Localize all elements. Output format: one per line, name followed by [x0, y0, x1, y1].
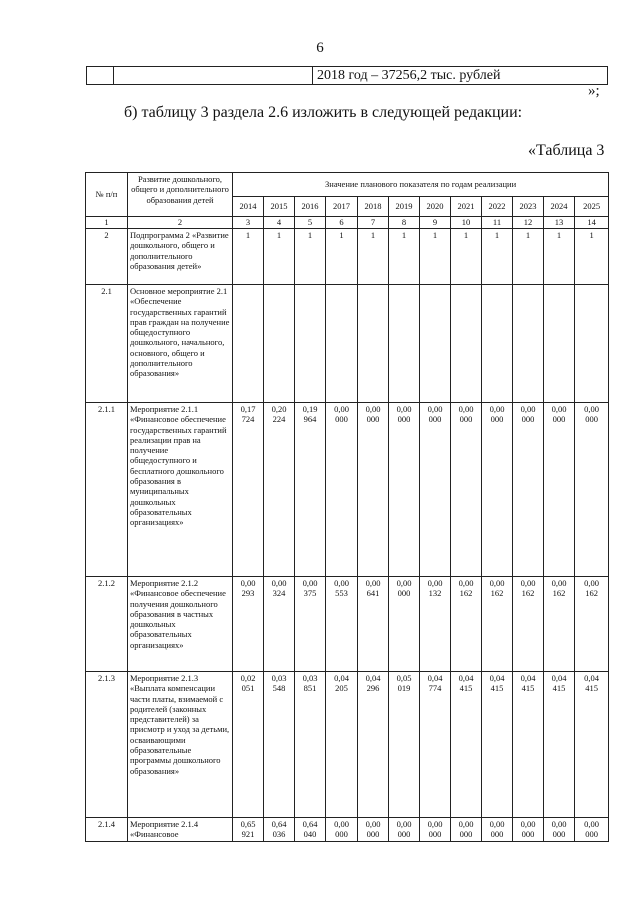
year-cell: 2021 [451, 197, 482, 217]
table-row [86, 577, 609, 672]
value-cell: 1 [451, 229, 482, 285]
row-name: Основное мероприятие 2.1 «Обеспечение государственных гарантий прав граждан на получение общедоступного дошкольного, начального, основного, общего и дополнительного образования» [128, 285, 233, 403]
year-cell: 2016 [295, 197, 326, 217]
value-cell: 0,64 036 [264, 818, 295, 842]
year-cell: 2018 [358, 197, 389, 217]
value-cell: 0,04 415 [575, 672, 609, 818]
table-row [86, 672, 609, 818]
value-cell: 0,00 324 [264, 577, 295, 672]
year-cell: 2015 [264, 197, 295, 217]
table-row [86, 229, 609, 285]
header-num: № п/п [86, 173, 128, 217]
closing-quote: »; [588, 83, 600, 99]
value-cell: 1 [326, 229, 358, 285]
value-cell: 0,00 000 [513, 818, 544, 842]
value-cell: 0,04 205 [326, 672, 358, 818]
value-cell [513, 285, 544, 403]
value-cell [389, 285, 420, 403]
column-number-cell: 11 [482, 217, 513, 229]
value-cell: 1 [513, 229, 544, 285]
row-number: 2.1.1 [86, 403, 128, 577]
value-cell: 0,00 000 [389, 577, 420, 672]
value-cell: 0,00 000 [358, 818, 389, 842]
value-cell: 0,00 000 [358, 403, 389, 577]
value-cell: 0,20 224 [264, 403, 295, 577]
value-cell: 0,65 921 [233, 818, 264, 842]
table-row [86, 285, 609, 403]
row-name: Мероприятие 2.1.1 «Финансовое обеспечение государственных гарантий реализации прав на получение общедоступного и бесплатного дошкольного образования в муниципальных дошкольных образовательных организациях» [128, 403, 233, 577]
year-cell: 2023 [513, 197, 544, 217]
previous-table-row [86, 66, 608, 85]
value-cell: 0,00 162 [544, 577, 575, 672]
value-cell: 0,00 000 [389, 403, 420, 577]
value-cell: 0,19 964 [295, 403, 326, 577]
value-cell: 0,00 000 [420, 403, 451, 577]
value-cell: 0,00 000 [451, 818, 482, 842]
value-cell: 1 [358, 229, 389, 285]
value-cell: 0,00 641 [358, 577, 389, 672]
column-number-cell: 10 [451, 217, 482, 229]
value-cell: 1 [264, 229, 295, 285]
row-number: 2.1 [86, 285, 128, 403]
value-cell: 0,00 000 [544, 818, 575, 842]
column-numbers-row [86, 217, 609, 229]
header-name: Развитие дошкольного, общего и дополнительного образования детей [128, 173, 233, 217]
value-cell: 0,00 000 [513, 403, 544, 577]
value-cell: 0,00 162 [482, 577, 513, 672]
column-number-cell: 3 [233, 217, 264, 229]
value-cell: 0,04 415 [544, 672, 575, 818]
column-number-cell: 7 [358, 217, 389, 229]
year-cell: 2019 [389, 197, 420, 217]
value-cell [482, 285, 513, 403]
year-cell: 2020 [420, 197, 451, 217]
value-cell: 0,00 000 [326, 818, 358, 842]
header-values: Значение планового показателя по годам реализации [233, 173, 609, 197]
value-cell: 0,00 000 [575, 818, 609, 842]
table-row [86, 403, 609, 577]
value-cell [295, 285, 326, 403]
value-cell: 0,00 375 [295, 577, 326, 672]
column-number-cell: 6 [326, 217, 358, 229]
column-number-cell: 2 [128, 217, 233, 229]
row-name: Мероприятие 2.1.4 «Финансовое [128, 818, 233, 842]
value-cell: 0,00 162 [513, 577, 544, 672]
value-cell: 0,02 051 [233, 672, 264, 818]
value-cell: 0,00 162 [575, 577, 609, 672]
row-name: Мероприятие 2.1.3 «Выплата компенсации части платы, взимаемой с родителей (законных представителей) за присмотр и уход за детьми, осваивающими образовательные программы дошкольного образования» [128, 672, 233, 818]
header-row [86, 173, 609, 197]
row-number: 2.1.4 [86, 818, 128, 842]
value-cell: 0,00 293 [233, 577, 264, 672]
value-cell [420, 285, 451, 403]
value-cell: 0,03 851 [295, 672, 326, 818]
column-number-cell: 1 [86, 217, 128, 229]
value-cell [233, 285, 264, 403]
value-cell: 0,00 000 [482, 403, 513, 577]
column-number-cell: 5 [295, 217, 326, 229]
value-cell [544, 285, 575, 403]
value-cell [358, 285, 389, 403]
value-cell: 0,05 019 [389, 672, 420, 818]
value-cell: 0,00 553 [326, 577, 358, 672]
value-cell: 1 [295, 229, 326, 285]
indicator-table [85, 172, 609, 842]
page-number: 6 [316, 40, 324, 56]
row-number: 2.1.3 [86, 672, 128, 818]
row-number: 2 [86, 229, 128, 285]
column-number-cell: 12 [513, 217, 544, 229]
value-cell: 1 [482, 229, 513, 285]
value-cell: 0,00 000 [575, 403, 609, 577]
value-cell: 0,00 000 [420, 818, 451, 842]
row-name: Мероприятие 2.1.2 «Финансовое обеспечение получения дошкольного образования в частных дошкольных образовательных организациях» [128, 577, 233, 672]
value-cell: 0,00 000 [451, 403, 482, 577]
value-cell: 0,04 296 [358, 672, 389, 818]
value-cell: 0,00 000 [389, 818, 420, 842]
value-cell [575, 285, 609, 403]
value-cell: 0,00 000 [326, 403, 358, 577]
year-cell: 2024 [544, 197, 575, 217]
year-cell: 2017 [326, 197, 358, 217]
year-cell: 2014 [233, 197, 264, 217]
value-cell: 0,04 774 [420, 672, 451, 818]
value-cell: 1 [389, 229, 420, 285]
value-cell: 0,00 162 [451, 577, 482, 672]
value-cell: 0,00 132 [420, 577, 451, 672]
column-number-cell: 13 [544, 217, 575, 229]
column-number-cell: 8 [389, 217, 420, 229]
column-number-cell: 4 [264, 217, 295, 229]
value-cell [326, 285, 358, 403]
top-cell-2 [114, 67, 313, 85]
top-cell-3: 2018 год – 37256,2 тыс. рублей [313, 67, 608, 85]
row-number: 2.1.2 [86, 577, 128, 672]
value-cell: 0,04 415 [451, 672, 482, 818]
value-cell: 0,04 415 [513, 672, 544, 818]
value-cell: 1 [420, 229, 451, 285]
column-number-cell: 9 [420, 217, 451, 229]
column-number-cell: 14 [575, 217, 609, 229]
value-cell: 1 [544, 229, 575, 285]
top-cell-1 [87, 67, 114, 85]
value-cell: 1 [575, 229, 609, 285]
value-cell: 0,17 724 [233, 403, 264, 577]
table-label: «Таблица 3 [528, 142, 605, 159]
value-cell [451, 285, 482, 403]
value-cell: 0,00 000 [544, 403, 575, 577]
value-cell: 1 [233, 229, 264, 285]
year-cell: 2025 [575, 197, 609, 217]
value-cell: 0,64 040 [295, 818, 326, 842]
intro-text: б) таблицу 3 раздела 2.6 изложить в следующей редакции: [124, 104, 523, 121]
row-name: Подпрограмма 2 «Развитие дошкольного, общего и дополнительного образования детей» [128, 229, 233, 285]
value-cell: 0,04 415 [482, 672, 513, 818]
value-cell [264, 285, 295, 403]
value-cell: 0,03 548 [264, 672, 295, 818]
value-cell: 0,00 000 [482, 818, 513, 842]
table-row [86, 818, 609, 842]
year-cell: 2022 [482, 197, 513, 217]
